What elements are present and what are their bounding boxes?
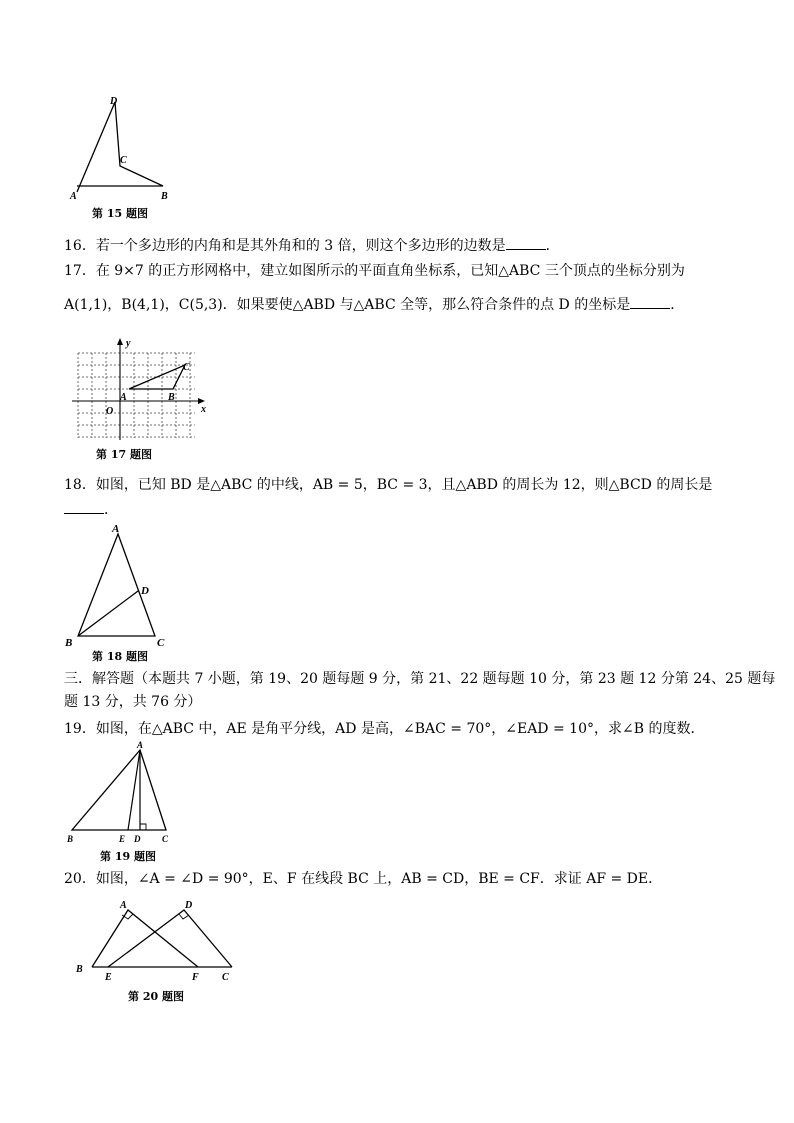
fig17-caption: 第 17 题图 <box>96 448 152 461</box>
q17-answer-blank[interactable] <box>630 294 670 309</box>
fig17-label-y: y <box>126 338 131 349</box>
fig20-label-f: F <box>192 972 199 983</box>
figure-18 <box>60 518 180 648</box>
q16-end: ． <box>545 238 560 254</box>
fig17-y-arrow <box>117 338 123 345</box>
fig17-grid <box>78 353 195 438</box>
fig19-label-e: E <box>119 834 126 844</box>
fig18-label-a: A <box>112 523 120 535</box>
q18-answer-blank[interactable] <box>64 499 104 514</box>
section3-line2: 题 13 分，共 76 分） <box>64 694 202 710</box>
fig15-label-d: D <box>110 96 118 107</box>
fig20-label-d: D <box>185 900 193 911</box>
fig17-label-a: A <box>120 392 127 403</box>
fig17-label-x: x <box>201 404 206 415</box>
fig15-label-b: B <box>161 191 168 202</box>
fig18-label-c: C <box>157 637 165 648</box>
figure-17 <box>68 336 218 446</box>
fig20-label-e: E <box>105 972 112 983</box>
fig20-right-angle-a <box>122 914 133 919</box>
fig15-label-c: C <box>120 155 127 166</box>
q18-end: ． <box>104 502 118 518</box>
question-17-line2 <box>64 294 684 315</box>
fig19-label-a: A <box>137 740 144 750</box>
fig15-shape <box>77 102 163 192</box>
fig18-label-d: D <box>141 585 149 597</box>
q19-text: 19．如图，在△ABC 中，AE 是角平分线，AD 是高，∠BAC = 70°，∠EAD = 10°，求∠B 的度数． <box>64 721 705 737</box>
section3-line1: 三．解答题（本题共 7 小题，第 19、20 题每题 9 分，第 21、22 题每题 10 分，第 23 题 12 分第 24、25 题每 <box>64 671 776 687</box>
figure-15 <box>60 92 180 212</box>
fig20-label-b: B <box>76 964 83 975</box>
fig20-label-a: A <box>120 900 127 911</box>
fig17-label-b: B <box>168 392 175 403</box>
fig19-label-c: C <box>162 834 169 844</box>
fig17-triangle <box>129 365 185 389</box>
fig19-label-b: B <box>67 834 74 844</box>
fig19-right-angle <box>140 824 146 830</box>
q17-line2: A(1,1)，B(4,1)，C(5,3)．如果要使△ABD 与△ABC 全等，那么符合条件的点 D 的坐标是 <box>64 297 631 313</box>
question-18-line2 <box>64 499 118 520</box>
q17-line1: 17．在 9×7 的正方形网格中，建立如图所示的平面直角坐标系，已知△ABC 三个顶点的坐标分别为 <box>64 263 685 279</box>
fig15-label-a: A <box>70 191 77 202</box>
fig17-label-o: O <box>106 406 114 417</box>
fig19-caption: 第 19 题图 <box>100 850 156 863</box>
q16-answer-blank[interactable] <box>506 235 546 250</box>
fig17-label-c: C <box>183 362 190 373</box>
fig19-triangle <box>72 750 166 830</box>
figure-20 <box>70 895 240 985</box>
fig20-label-c: C <box>222 972 229 983</box>
fig20-caption: 第 20 题图 <box>128 990 184 1003</box>
fig15-caption: 第 15 题图 <box>92 207 148 220</box>
q20-text: 20．如图，∠A = ∠D = 90°，E、F 在线段 BC 上，AB = CD，BE = CF．求证 AF = DE． <box>64 871 663 887</box>
q18-line1: 18．如图，已知 BD 是△ABC 的中线，AB = 5，BC = 3，且△ABD 的周长为 12，则△BCD 的周长是 <box>64 477 713 493</box>
q17-end: ． <box>670 297 685 313</box>
fig18-label-b: B <box>65 637 73 648</box>
fig19-label-d: D <box>134 834 141 844</box>
figure-19 <box>62 738 182 846</box>
question-16 <box>64 235 560 256</box>
q16-text: 16．若一个多边形的内角和是其外角和的 3 倍，则这个多边形的边数是 <box>64 238 506 254</box>
fig18-caption: 第 18 题图 <box>92 650 148 663</box>
